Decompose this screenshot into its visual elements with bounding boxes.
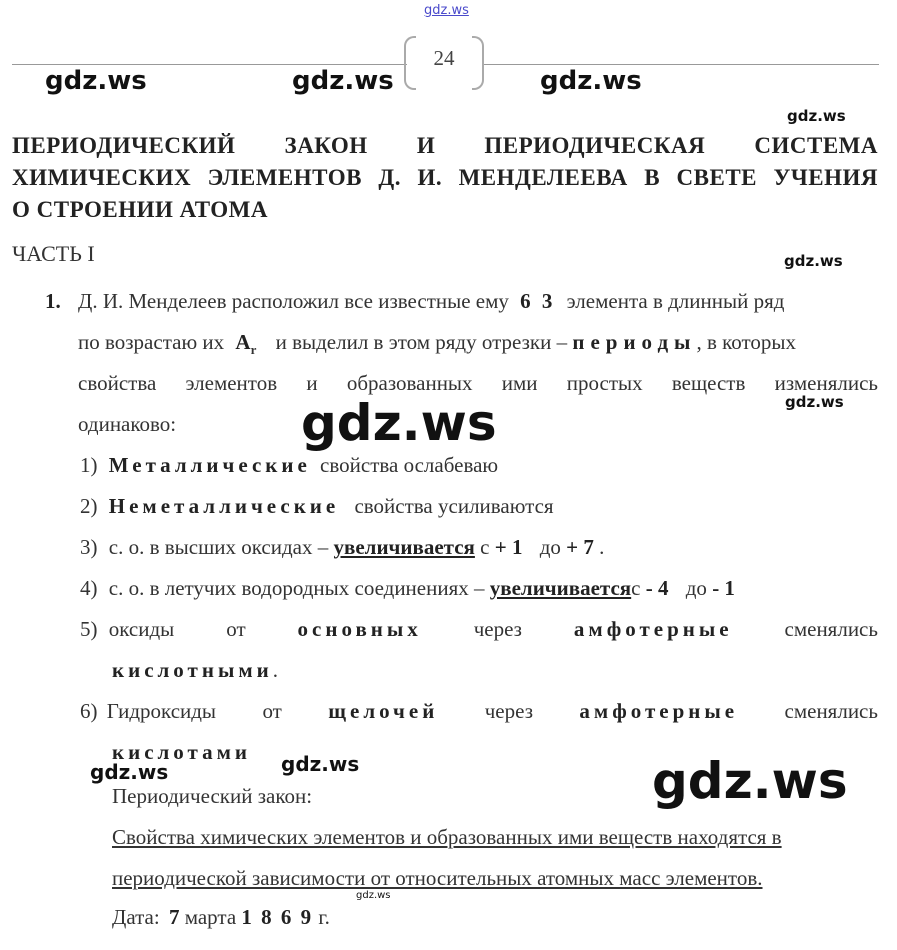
chapter-title xyxy=(12,130,878,226)
title-line-2: ХИМИЧЕСКИХ ЭЛЕМЕНТОВ Д. И. МЕНДЕЛЕЕВА В СВЕТЕ УЧЕНИЯ xyxy=(12,165,878,190)
watermark-small: gdz.ws xyxy=(356,890,391,901)
list-item: 3) с. о. в высших оксидах – увеличивается с + 1 до + 7 . xyxy=(80,535,605,559)
answer: + 7 xyxy=(566,535,594,559)
watermark-top: gdz.ws xyxy=(424,3,469,18)
watermark: gdz.ws xyxy=(784,252,843,270)
answer: кислотными xyxy=(112,658,273,682)
task-line-2: по возрастаю их $A_r$ и выделил в этом ряду отрезки – периоды, в которых xyxy=(78,330,797,358)
answer: амфотерные xyxy=(573,617,733,641)
task-line-3: свойства элементов и образованных ими простых веществ изменялись xyxy=(78,371,878,395)
task-number: 1. xyxy=(45,289,61,313)
answer-day: 7 xyxy=(168,905,180,929)
list-item: 5) оксиды от основных через амфотерные сменялись xyxy=(80,617,878,641)
answer-periods: периоды xyxy=(572,330,697,354)
task-line-1: Д. И. Менделеев расположил все известные ему 6 3 элемента в длинный ряд xyxy=(78,289,785,313)
law-text-line-2: периодической зависимости от относительных атомных масс элементов. xyxy=(112,866,763,890)
watermark: gdz.ws xyxy=(540,66,642,96)
watermark-large: gdz.ws xyxy=(301,394,497,452)
header-rule-left xyxy=(12,64,407,65)
list-item: 2) Неметаллические свойства усиливаются xyxy=(80,494,554,518)
watermark: gdz.ws xyxy=(292,66,394,96)
page-number-frame xyxy=(404,36,484,88)
answer: амфотерные xyxy=(579,699,739,723)
watermark: gdz.ws xyxy=(785,393,844,411)
header-rule-right xyxy=(484,64,879,65)
answer-ar: A xyxy=(235,330,251,354)
answer: увеличивается xyxy=(333,535,475,559)
answer: щелочей xyxy=(328,699,439,723)
law-text-line-1: Свойства химических элементов и образованных ими веществ находятся в xyxy=(112,825,782,849)
law-label: Периодический закон: xyxy=(112,784,313,808)
answer: увеличивается xyxy=(489,576,632,600)
list-item-continuation: кислотными. xyxy=(112,658,278,682)
watermark: gdz.ws xyxy=(90,760,169,784)
date-line: Дата: 7 марта 1 8 6 9 г. xyxy=(112,905,330,929)
answer-year: 1 8 6 9 xyxy=(241,905,314,929)
list-item: 4) с. о. в летучих водородных соединениях – увеличиваетсяс - 4 до - 1 xyxy=(80,576,735,600)
list-item: 1) Металлические свойства ослабеваю xyxy=(80,453,499,477)
answer: Металлические xyxy=(108,453,311,477)
list-item: 6) Гидроксиды от щелочей через амфотерные сменялись xyxy=(80,699,878,723)
answer: кислотами xyxy=(112,740,252,764)
title-line-1: ПЕРИОДИЧЕСКИЙ ЗАКОН И ПЕРИОДИЧЕСКАЯ СИСТЕМА xyxy=(12,133,878,158)
page-number: 24 xyxy=(433,46,455,70)
answer: Неметаллические xyxy=(108,494,340,518)
watermark: gdz.ws xyxy=(281,752,360,776)
title-line-3: О СТРОЕНИИ АТОМА xyxy=(12,197,268,222)
answer: - 1 xyxy=(712,576,735,600)
watermark: gdz.ws xyxy=(45,66,147,96)
answer: основных xyxy=(297,617,422,641)
answer: - 4 xyxy=(645,576,669,600)
watermark-large: gdz.ws xyxy=(652,752,848,810)
answer: + 1 xyxy=(494,535,523,559)
part-label: ЧАСТЬ I xyxy=(12,241,95,266)
answer-element-count: 6 3 xyxy=(520,289,556,313)
task-line-4: одинаково: xyxy=(78,412,177,436)
watermark: gdz.ws xyxy=(787,107,846,125)
